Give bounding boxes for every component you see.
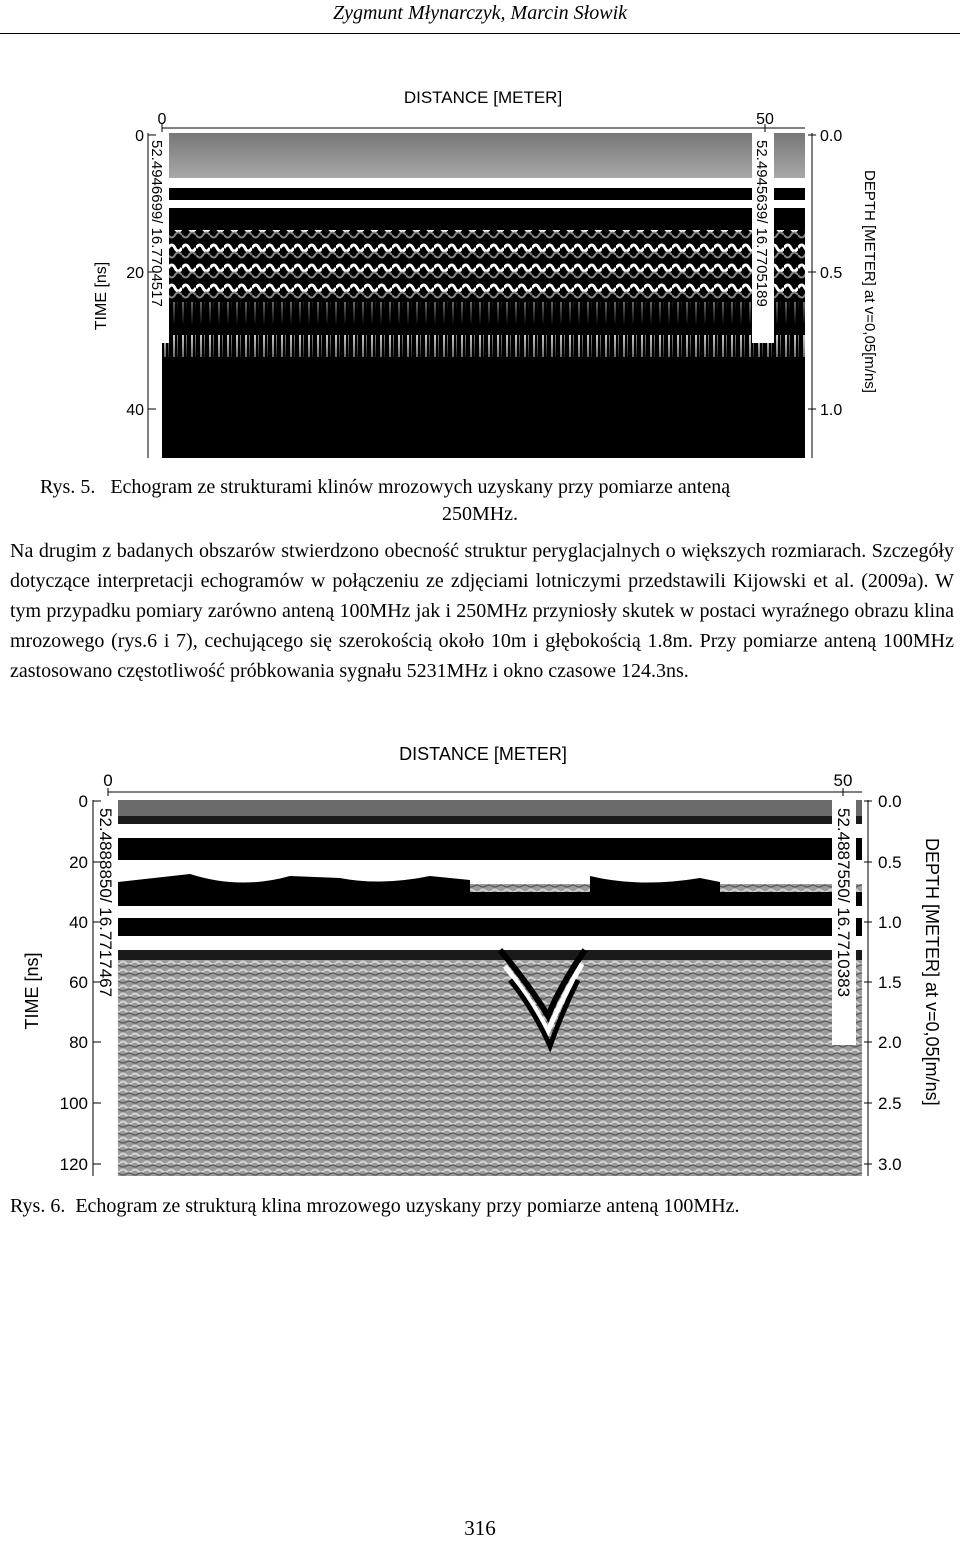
distance-axis-label: DISTANCE [METER] <box>403 88 563 107</box>
coord-left: 52.4946699/ 16.7704517 <box>148 140 165 307</box>
distance-tick-0: 0 <box>157 111 167 128</box>
depth-tick-05: 0.5 <box>878 853 902 872</box>
body-paragraph: Na drugim z badanych obszarów stwierdzono obecność struktur peryglacjalnych o większych rozmiarach. Szczegóły dotyczące interpretacji echogramów w połączeniu ze zdjęciami lotniczymi przedstawili Kijowski et al. (2009a). W tym przypadku pomiary zarówno anteną 100MHz jak i 250MHz przyniosły skutek w postaci wyraźnego obrazu klina mrozowego (rys.6 i 7), cechującego się szerokością około 10m i głębokością 1.8m. Przy pomiarze anteną 100MHz zastosowano częstotliwość próbkowania sygnału 5231MHz i okno czasowe 124.3ns. <box>10 540 954 682</box>
figure-6-caption-text: Echogram ze strukturą klina mrozowego uzyskany przy pomiarze anteną 100MHz. <box>75 1195 740 1217</box>
time-tick-0: 0 <box>78 792 88 811</box>
depth-tick-05: 0.5 <box>820 265 843 282</box>
depth-axis-label: DEPTH [METER] at v=0,05[m/ns] <box>861 170 878 393</box>
depth-axis-label: DEPTH [METER] at v=0,05[m/ns] <box>922 838 942 1106</box>
coord-left: 52.4888850/ 16.7717467 <box>96 808 115 998</box>
depth-tick-30: 3.0 <box>878 1155 902 1174</box>
depth-tick-0: 0.0 <box>820 128 843 145</box>
coord-right: 52.4945639/ 16.7705189 <box>753 140 770 307</box>
time-axis-label: TIME [ns] <box>22 952 42 1030</box>
time-tick-120: 120 <box>59 1155 88 1174</box>
depth-tick-25: 2.5 <box>878 1094 902 1113</box>
depth-tick-15: 1.5 <box>878 973 902 992</box>
time-tick-80: 80 <box>69 1033 88 1052</box>
distance-tick-50: 50 <box>833 771 853 790</box>
figure-5-caption <box>40 474 920 528</box>
coord-right: 52.4887550/ 16.7710383 <box>834 808 853 998</box>
figure-6-caption-label: Rys. 6. <box>10 1195 66 1217</box>
running-title: Zygmunt Młynarczyk, Marcin Słowik <box>332 2 627 24</box>
figure-5-echogram <box>0 60 960 480</box>
distance-tick-50: 50 <box>756 111 774 128</box>
time-tick-20: 20 <box>69 853 88 872</box>
depth-tick-10: 1.0 <box>878 913 902 932</box>
distance-axis-label: DISTANCE [METER] <box>399 744 567 764</box>
figure-5-caption-line1: Echogram ze strukturami klinów mrozowych uzyskany przy pomiarze anteną <box>110 476 731 498</box>
echogram-image-250mhz <box>147 133 805 458</box>
echogram-image-100mhz <box>94 800 862 1176</box>
depth-tick-00: 0.0 <box>878 792 902 811</box>
time-tick-0: 0 <box>135 128 144 145</box>
time-tick-100: 100 <box>59 1094 88 1113</box>
figure-6-echogram <box>0 736 960 1186</box>
time-tick-40: 40 <box>126 402 144 419</box>
distance-tick-0: 0 <box>103 771 113 790</box>
header-rule <box>0 33 960 34</box>
time-axis-label: TIME [ns] <box>93 261 110 331</box>
time-tick-40: 40 <box>69 913 88 932</box>
time-tick-20: 20 <box>126 265 144 282</box>
depth-tick-20: 2.0 <box>878 1033 902 1052</box>
figure-6-caption <box>10 1193 955 1220</box>
depth-tick-10: 1.0 <box>820 402 843 419</box>
page-number: 316 <box>464 1516 496 1540</box>
figure-5-caption-label: Rys. 5. <box>40 476 96 498</box>
page-header <box>0 0 960 38</box>
time-tick-60: 60 <box>69 973 88 992</box>
figure-5-caption-line2: 250MHz. <box>441 503 519 525</box>
